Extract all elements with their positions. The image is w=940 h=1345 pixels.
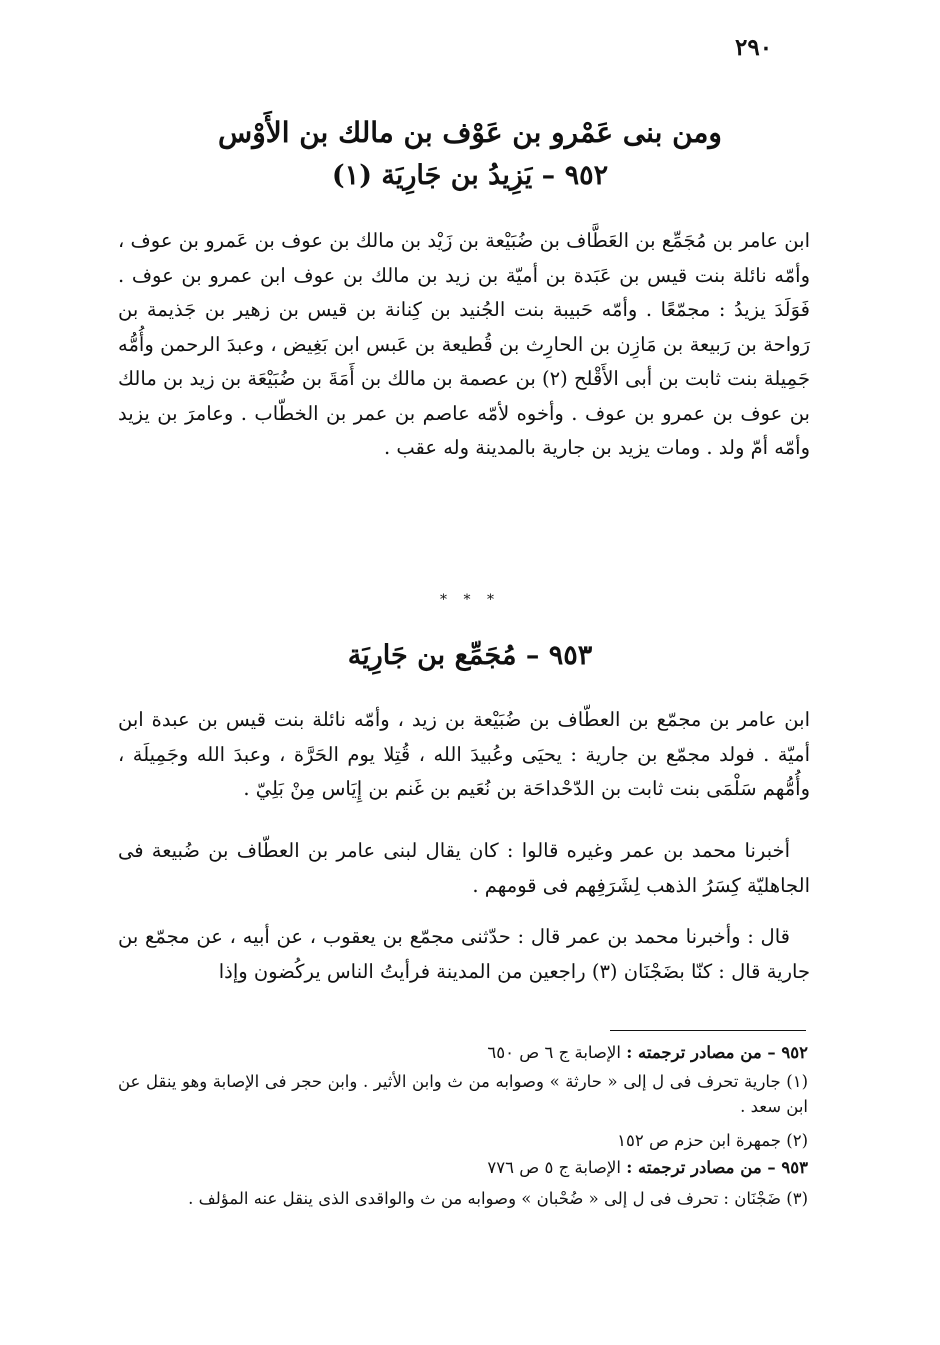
footnote-953-ref: الإصابة ج ٥ ص ٧٧٦ bbox=[487, 1158, 627, 1177]
entry-953-paragraph-3: قال : وأخبرنا محمد بن عمر قال : حدّثنى مجمّع بن يعقوب ، عن أبيه ، عن مجمّع بن جارية قال : كنّا بضَجْنَان (٣) راجعين من المدينة فرأيتُ الناس يركُضون وإذا bbox=[118, 925, 810, 983]
footnote-953-lead: ٩٥٣ – من مصادر ترجمته : bbox=[626, 1158, 808, 1177]
entry-953-title: ٩٥٣ – مُجَمِّع بن جَارِيَة bbox=[347, 640, 593, 671]
footnote-3: (٣) ضَجْنَان : تحرف فى ل إلى « ضُحْبان » وصوابه من ث والواقدى الذى ينقل عنه المؤلف . bbox=[188, 1189, 808, 1208]
entry-953-paragraph-2: أخبرنا محمد بن عمر وغيره قالوا : كان يقال لبنى عامر بن العطّاف بن ضُبيعة فى الجاهليّة كِسَرُ الذهب لِشَرَفِهم فى قومهم . bbox=[118, 839, 810, 897]
footnote-952-sources bbox=[118, 1040, 808, 1065]
footnote-953-sources bbox=[118, 1155, 808, 1180]
footnote-divider bbox=[610, 1030, 806, 1031]
entry-952-paragraph: ابن عامر بن مُجَمِّع بن العَطَّاف بن ضُبَيْعة بن زَيْد بن مالك بن عوف بن عَمرو بن عوف ، وأمّه نائلة بنت قيس بن عَبَدة بن أميّة بن زيد بن مالك بن عوف ابن عمرو بن عوف . فَوَلَدَ يزيدُ : مجمّعًا . وأمّه حَبيبة بنت الجُنيد بن كِنانة بن قيس بن زهير بن جَذيمة بن رَواحة بن رَبيعة بن مَازِن بن الحارِث بن قُطيعة بن عَبس ابن بَغِيض ، وعبدَ الرحمن وأُمُّه جَمِيلة بنت ثابت بن أبى الأَقْلح (٢) بن عصمة بن مالك بن أَمَةَ بن ضُبَيْعَة بن زيد بن مالك بن عوف بن عمرو بن عوف . وأخوه لأمّه عاصم بن عمر بن الخطّاب . وعامرَ بن يزيد وأمّه أمّ ولد . ومات يزيد بن جارية بالمدينة وله عقب . bbox=[118, 229, 810, 459]
footnote-2: (٢) جمهرة ابن حزم ص ١٥٢ bbox=[617, 1131, 808, 1150]
section-separator: * * * bbox=[440, 592, 500, 608]
page-number: ٢٩٠ bbox=[735, 34, 773, 61]
footnote-1: (١) جارية تحرف فى ل إلى « حارثة » وصوابه من ث وابن الأثير . وابن حجر فى الإصابة وهو ينقل عن ابن سعد . bbox=[118, 1072, 808, 1116]
section-heading: ومن بنى عَمْرو بن عَوْف بن مالك بن الأَوْس bbox=[218, 116, 722, 149]
entry-952-title: ٩٥٢ – يَزِيدُ بن جَارِيَة (١) bbox=[331, 160, 609, 191]
footnote-952-ref: الإصابة ج ٦ ص ٦٥٠ bbox=[487, 1043, 627, 1062]
footnote-952-lead: ٩٥٢ – من مصادر ترجمته : bbox=[626, 1043, 808, 1062]
entry-953-paragraph-1: ابن عامر بن مجمّع بن العطّاف بن ضُبَيْعة بن زيد ، وأمّه نائلة بنت قيس بن عبدة ابن أميّة . فولد مجمّع بن جارية : يحيَى وعُبيدَ الله ، قُتِلا يوم الحَرَّة ، وعبدَ الله وجَمِيلَة ، وأُمُّهم سَلْمَى بنت ثابت بن الدّحْداحَة بن نُعَيم بن غَنم بن إِيَاس مِنْ بَلِيّ . bbox=[118, 708, 810, 800]
